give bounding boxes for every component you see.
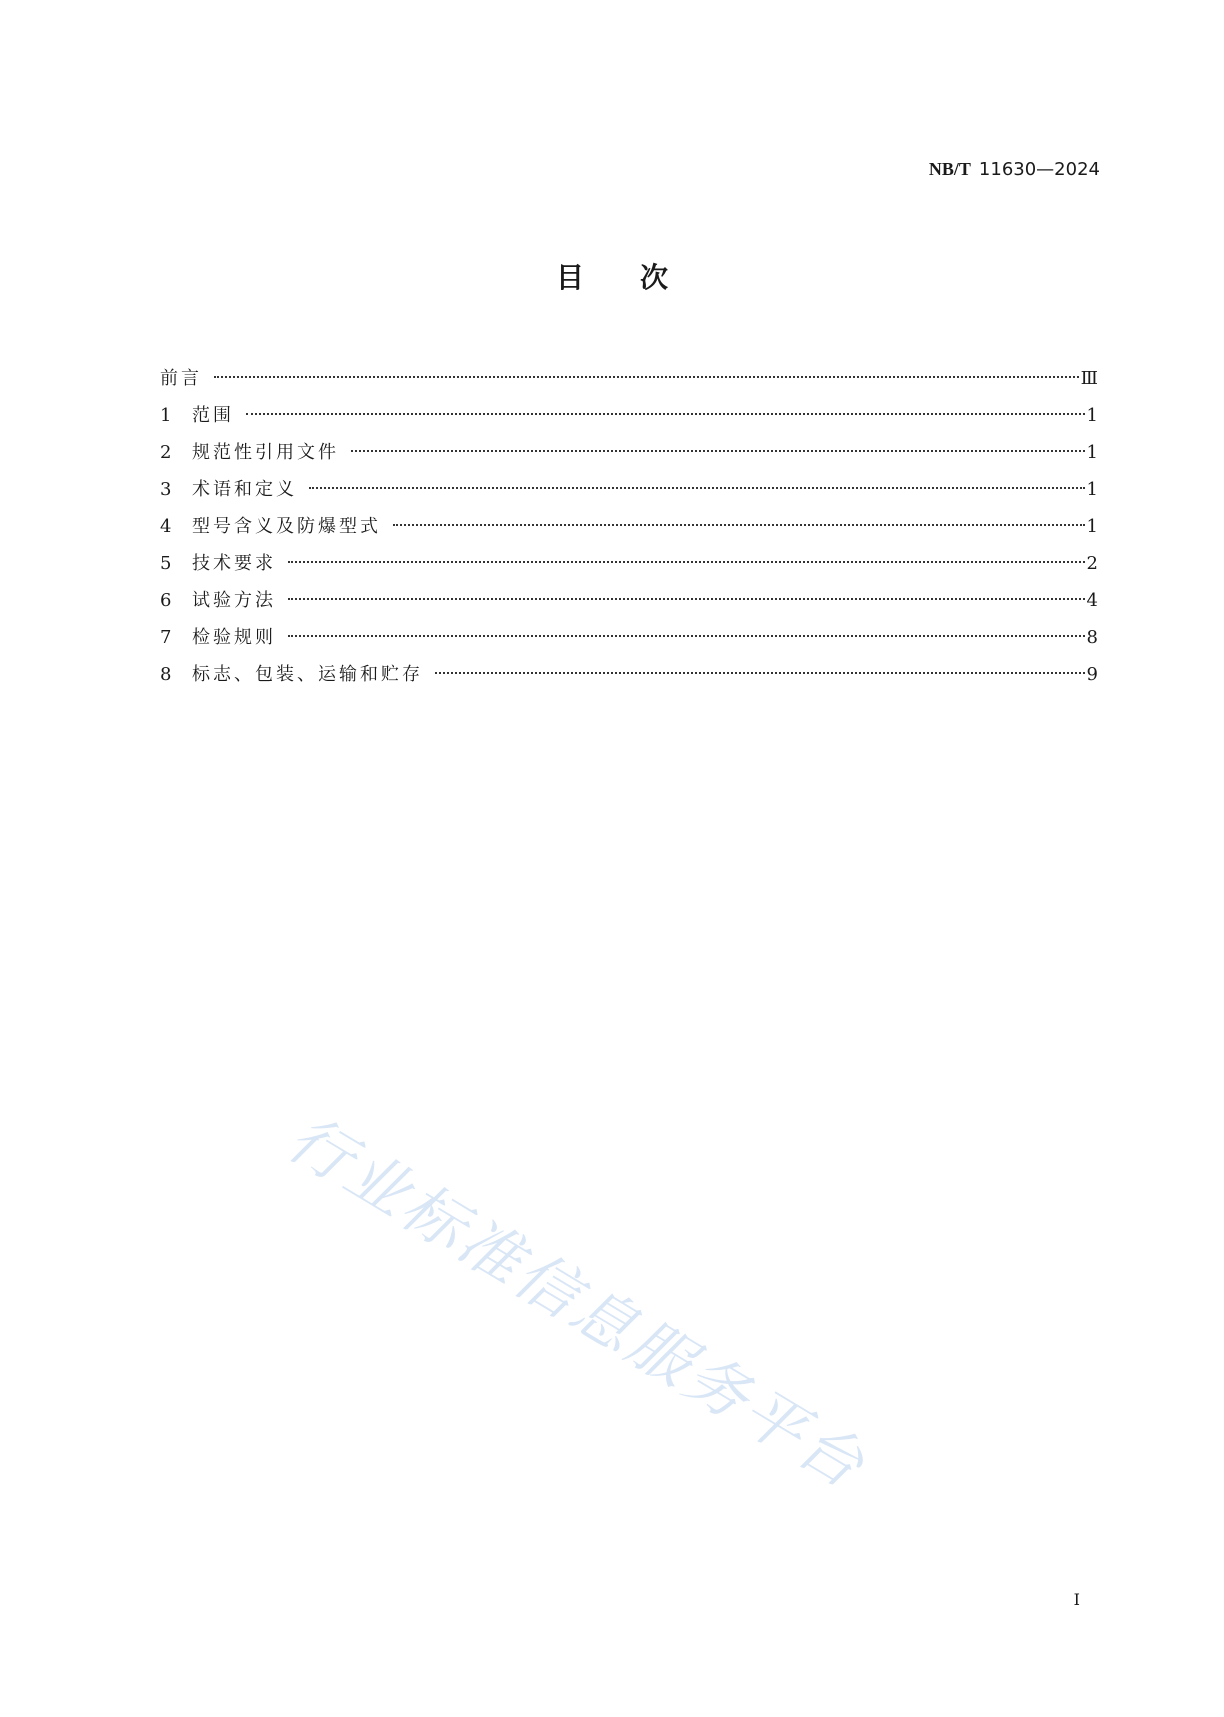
toc-entry-scope[interactable] (160, 397, 1098, 434)
toc-title: 目次 (555, 261, 724, 294)
toc-entry-label: 范围 (192, 405, 234, 426)
toc-entry-label: 术语和定义 (192, 479, 297, 500)
toc-entry-number: 6 (160, 590, 172, 611)
standard-code (929, 158, 1100, 181)
toc-entry-page: 1 (1086, 442, 1098, 463)
toc-leader-dots (246, 413, 1085, 415)
toc-entry-terms[interactable] (160, 471, 1098, 508)
toc-entry-number: 2 (160, 442, 172, 463)
toc-entry-label: 前言 (160, 368, 202, 389)
toc-entry-label: 型号含义及防爆型式 (192, 516, 381, 537)
toc-list (160, 360, 1098, 693)
toc-entry-page: 4 (1086, 590, 1098, 611)
toc-entry-inspection-rules[interactable] (160, 619, 1098, 656)
toc-leader-dots (288, 635, 1085, 637)
toc-entry-model-meaning[interactable] (160, 508, 1098, 545)
toc-entry-number: 1 (160, 405, 172, 426)
toc-leader-dots (309, 487, 1085, 489)
toc-leader-dots (288, 561, 1085, 563)
toc-entry-marking-packaging[interactable] (160, 656, 1098, 693)
toc-leader-dots (351, 450, 1085, 452)
toc-entry-page: 2 (1086, 553, 1098, 574)
toc-entry-label: 检验规则 (192, 627, 276, 648)
toc-entry-number: 5 (160, 553, 172, 574)
toc-entry-technical-requirements[interactable] (160, 545, 1098, 582)
toc-leader-dots (214, 376, 1079, 378)
toc-entry-number: 4 (160, 516, 172, 537)
toc-entry-page: Ⅲ (1080, 368, 1098, 389)
toc-entry-page: 1 (1086, 479, 1098, 500)
page-number: Ⅰ (1073, 1590, 1080, 1609)
watermark-text: 行业标准信息服务平台 (275, 1101, 880, 1504)
standard-prefix: NB/T (928, 159, 971, 179)
toc-entry-label: 标志、包装、运输和贮存 (192, 664, 423, 685)
toc-entry-number: 8 (160, 664, 172, 685)
toc-entry-label: 试验方法 (192, 590, 276, 611)
toc-leader-dots (393, 524, 1085, 526)
toc-leader-dots (288, 598, 1085, 600)
toc-entry-page: 8 (1086, 627, 1098, 648)
toc-entry-foreword[interactable] (160, 360, 1098, 397)
toc-entry-test-methods[interactable] (160, 582, 1098, 619)
toc-entry-number: 7 (160, 627, 172, 648)
toc-entry-label: 规范性引用文件 (192, 442, 339, 463)
toc-entry-label: 技术要求 (192, 553, 276, 574)
toc-entry-normative-references[interactable] (160, 434, 1098, 471)
toc-entry-number: 3 (160, 479, 172, 500)
toc-entry-page: 9 (1086, 664, 1098, 685)
toc-entry-page: 1 (1086, 516, 1098, 537)
toc-entry-page: 1 (1086, 405, 1098, 426)
standard-number: 11630—2024 (978, 159, 1100, 180)
toc-leader-dots (435, 672, 1085, 674)
